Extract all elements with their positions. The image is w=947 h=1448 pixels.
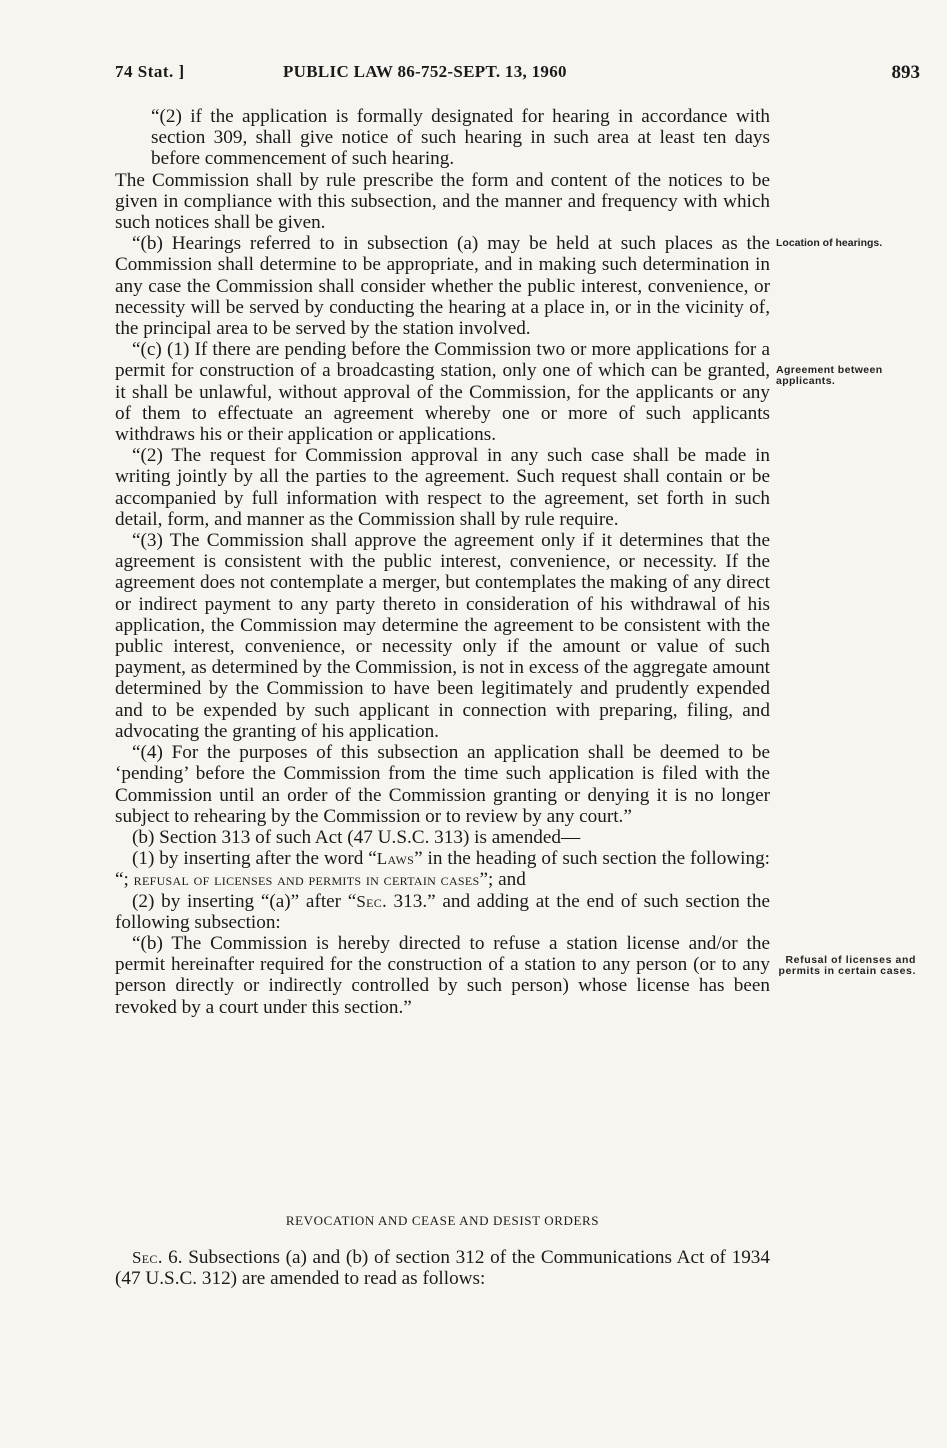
paragraph-subsection-b: “(b) Hearings referred to in subsection (a) may be held at such places as the Commission shall determine to be appropriate, and in making such determination in any case the Commission shall consider whether the public interest, convenience, or necessity will be served by conducting the hearing at a place in, or in the vicinity of, the principal area to be served by the station involved. [115, 233, 770, 340]
paragraph-notice-rules: The Commission shall by rule prescribe the form and content of the notices to be given in compliance with this subsection, and the manner and frequency with which such notices shall be given. [115, 169, 770, 234]
section-6-text: . 6. Subsections (a) and (b) of section 312 of the Communications Act of 1934 (47 U.S.C. 312) are amended to read as follows: [115, 1247, 770, 1290]
laws-small-caps: Laws [376, 849, 415, 869]
sec-small-caps: Sec [356, 891, 383, 911]
amendment-1-text-c: ”; and [479, 869, 526, 891]
page-header [115, 62, 920, 86]
margin-note-location: Location of hearings. [776, 237, 883, 249]
section-heading: REVOCATION AND CEASE AND DESIST ORDERS [285, 1213, 600, 1228]
sec-label: Sec [132, 1248, 158, 1267]
amendment-1-text-b: ” in the heading of such section the following: “; [115, 848, 770, 891]
margin-note-agreement: Agreement between applicants. [776, 364, 883, 387]
margin-note-refusal: Refusal of licenses and permits in certain cases. [778, 954, 916, 977]
paragraph-amendment-2 [115, 891, 770, 933]
paragraph-section-313: (b) Section 313 of such Act (47 U.S.C. 313) is amended— [132, 826, 581, 848]
paragraph-notice-hearing: “(2) if the application is formally designated for hearing in accordance with section 309, shall give notice of such hearing in such area at least ten days before commencement of such hearing. [151, 106, 770, 170]
section-6 [115, 1247, 770, 1289]
amendment-2-text-b: . 313.” and adding at the end of such section the following subsection: [115, 890, 770, 933]
paragraph-subsection-c2: “(2) The request for Commission approval in any such case shall be made in writing jointly by all the parties to the agreement. Such request shall contain or be accompanied by full information with respect to the agreement, set forth in such detail, form, and manner as the Commission shall by rule require. [115, 445, 770, 530]
body-text [115, 106, 770, 1018]
amendment-2-text-a: (2) by inserting “(a)” after “ [132, 890, 357, 912]
section-6-paragraph [115, 1247, 770, 1289]
running-title: PUBLIC LAW 86-752-SEPT. 13, 1960 [283, 62, 567, 81]
page-number: 893 [891, 62, 920, 83]
volume-citation: 74 Stat. ] [115, 62, 185, 81]
paragraph-new-subsection-b: “(b) The Commission is hereby directed to refuse a station license and/or the permit hereinafter required for the construction of a station to any person (or to any person directly or indirectly controlled by such person) whose license has been revoked by a court under this section.” [115, 932, 770, 1018]
amendment-1-text-a: (1) by inserting after the word “ [132, 848, 377, 870]
heading-insert-small-caps: refusal of licenses and permits in certain cases [133, 870, 480, 890]
paragraph-subsection-c1: “(c) (1) If there are pending before the Commission two or more applications for a permit for construction of a broadcasting station, only one of which can be granted, it shall be unlawful, without approval of the Commission, for the applicants or any of them to effectuate an agreement whereby one or more of such applicants withdraws his or their application or applications. [115, 339, 770, 446]
paragraph-amendment-1 [115, 848, 770, 890]
paragraph-subsection-c3: “(3) The Commission shall approve the agreement only if it determines that the agreement is consistent with the public interest, convenience, or necessity. If the agreement does not contemplate a merger, but contemplates the making of any direct or indirect payment to any party thereto in consideration of his withdrawal of his application, the Commission may determine the agreement to be consistent with the public interest, convenience, or necessity only if the amount or value of such payment, as determined by the Commission, is not in excess of the aggregate amount determined by the Commission to have been legitimately and prudently expended and to be expended by such applicant in connection with preparing, filing, and advocating the granting of his application. [115, 530, 770, 742]
paragraph-subsection-c4: “(4) For the purposes of this subsection an application shall be deemed to be ‘pending’ before the Commission from the time such application is filed with the Commission until an order of the Commission granting or denying it is no longer subject to rehearing by the Commission or to review by any court.” [115, 742, 770, 827]
